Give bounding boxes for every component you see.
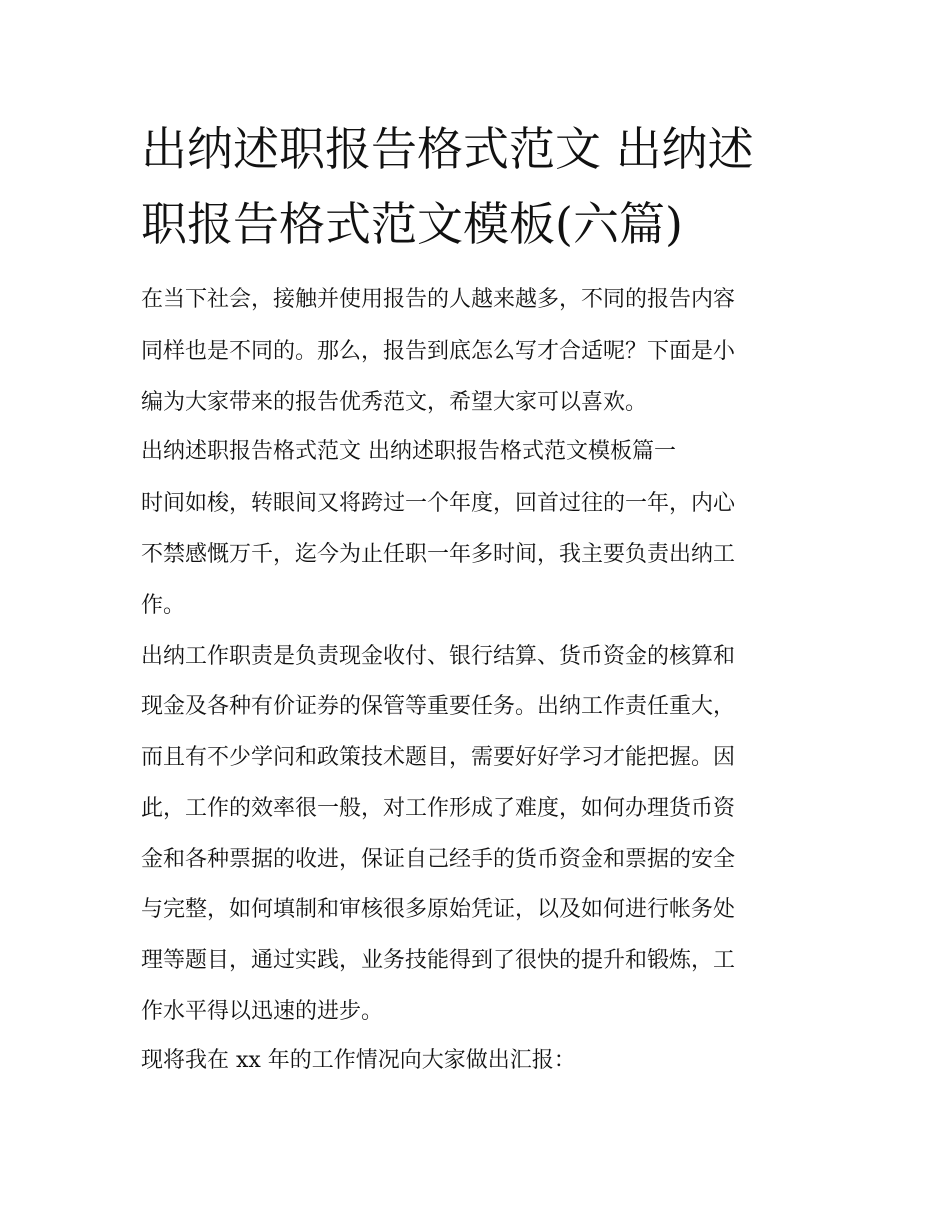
- section-heading: 出纳述职报告格式范文 出纳述职报告格式范文模板篇一: [141, 439, 676, 464]
- page-title: [141, 112, 821, 262]
- body-line: 编为大家带来的报告优秀范文，希望大家可以喜欢。: [141, 390, 648, 415]
- body-line: 现将我在 xx 年的工作情况向大家做出汇报：: [141, 1048, 576, 1073]
- body-line: 作水平得以迅速的进步。: [141, 999, 384, 1024]
- body-line: 理等题目，通过实践，业务技能得到了很快的提升和锻炼，工: [141, 948, 736, 973]
- body-line: 在当下社会，接触并使用报告的人越来越多，不同的报告内容: [141, 287, 736, 312]
- body-line: 作。: [141, 593, 186, 618]
- body-line: 不禁感慨万千，迄今为止任职一年多时间，我主要负责出纳工: [141, 542, 736, 567]
- body-line: 与完整，如何填制和审核很多原始凭证，以及如何进行帐务处: [141, 897, 736, 922]
- title-line-2: 职报告格式范文模板(六篇): [141, 197, 683, 251]
- body-line: 而且有不少学问和政策技术题目，需要好好学习才能把握。因: [141, 745, 736, 770]
- body-line: 出纳工作职责是负责现金收付、银行结算、货币资金的核算和: [141, 644, 736, 669]
- title-line-1: 出纳述职报告格式范文 出纳述: [141, 122, 754, 176]
- body-line: 金和各种票据的收进，保证自己经手的货币资金和票据的安全: [141, 847, 736, 872]
- body-line: 同样也是不同的。那么，报告到底怎么写才合适呢？下面是小: [141, 339, 736, 364]
- body-line: 现金及各种有价证券的保管等重要任务。出纳工作责任重大，: [141, 694, 736, 719]
- body-line: 此，工作的效率很一般，对工作形成了难度，如何办理货币资: [141, 796, 736, 821]
- body-line: 时间如梭，转眼间又将跨过一个年度，回首过往的一年，内心: [141, 491, 736, 516]
